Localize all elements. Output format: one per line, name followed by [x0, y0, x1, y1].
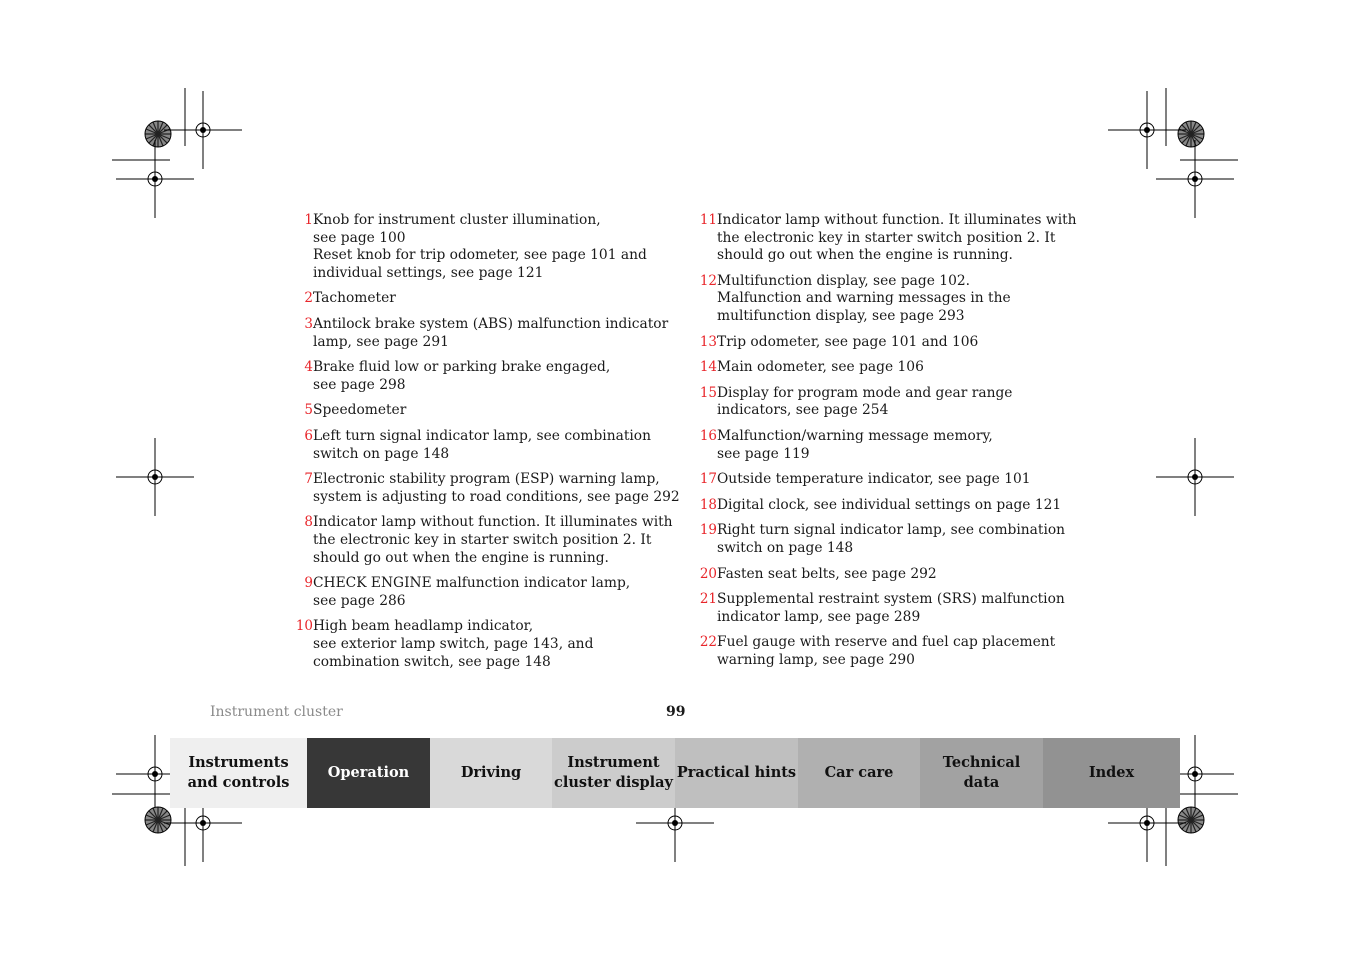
legend-item-line: Malfunction and warning messages in the	[717, 290, 1011, 307]
legend-item-line: multifunction display, see page 293	[717, 307, 965, 324]
legend-item-text	[717, 212, 1077, 265]
legend-item-line: warning lamp, see page 290	[717, 651, 915, 668]
legend-item-text	[717, 334, 1077, 352]
legend-item-text	[717, 273, 1077, 326]
legend-item-text	[313, 514, 673, 567]
legend-item-line: switch on page 148	[313, 445, 450, 462]
legend-item-line: Trip odometer, see page 101 and 106	[717, 333, 979, 350]
legend-item-10	[286, 618, 666, 671]
section-title: Instrument cluster	[210, 704, 343, 720]
legend-item-text	[313, 290, 673, 308]
legend-item-13	[690, 334, 1070, 352]
legend-item-number: 15	[699, 384, 717, 401]
legend-item-20	[690, 566, 1070, 584]
legend-item-line: Indicator lamp without function. It illuminates with	[313, 514, 673, 531]
tab-practical-hints[interactable]	[675, 738, 798, 808]
legend-item-line: individual settings, see page 121	[313, 264, 544, 281]
legend-item-18	[690, 497, 1070, 515]
legend-item-7	[286, 471, 680, 506]
legend-item-15	[690, 385, 1070, 420]
tab-driving[interactable]	[430, 738, 552, 808]
legend-item-line: Right turn signal indicator lamp, see combination	[717, 522, 1066, 539]
legend-item-4	[286, 359, 666, 394]
legend-item-line: see page 286	[313, 592, 406, 609]
legend-item-line: see exterior lamp switch, page 143, and	[313, 635, 594, 652]
legend-item-number: 21	[699, 591, 717, 608]
legend-item-line: CHECK ENGINE malfunction indicator lamp,	[313, 575, 631, 592]
tab-label: Technical data	[942, 754, 1021, 791]
legend-item-text	[313, 359, 673, 394]
legend-item-3	[286, 315, 669, 351]
chapter-navigation	[170, 738, 1180, 808]
legend-item-text	[313, 402, 673, 420]
legend-item-line: Outside temperature indicator, see page 101	[717, 471, 1031, 488]
legend-item-line: Left turn signal indicator lamp, see combination	[313, 427, 651, 444]
legend-item-line: Malfunction/warning message memory,	[717, 427, 993, 444]
legend-item-line: see page 100	[313, 229, 406, 246]
legend-item-line: see page 119	[717, 445, 810, 462]
tab-operation[interactable]	[307, 738, 430, 808]
legend-item-line: Antilock brake system (ABS) malfunction indicator	[313, 315, 669, 332]
legend-item-line: system is adjusting to road conditions, see page 292	[313, 488, 680, 505]
legend-item-line: Tachometer	[313, 290, 396, 307]
legend-item-text	[717, 385, 1077, 420]
legend-item-text	[717, 359, 1077, 377]
legend-item-line: Digital clock, see individual settings on page 121	[717, 496, 1062, 513]
legend-item-line: see page 298	[313, 376, 406, 393]
legend-item-text	[313, 316, 673, 351]
legend-item-19	[690, 522, 1070, 557]
tab-label: Instruments and controls	[187, 754, 290, 791]
tab-label: Index	[1088, 764, 1135, 781]
legend-item-line: indicators, see page 254	[717, 402, 889, 419]
legend-item-text	[717, 497, 1077, 515]
legend-item-line: the electronic key in starter switch position 2. It	[717, 229, 1056, 246]
legend-item-text	[717, 591, 1077, 626]
legend-item-line: Speedometer	[313, 402, 407, 419]
legend-item-1	[286, 212, 666, 282]
legend-item-number: 16	[699, 427, 717, 444]
tab-index[interactable]	[1043, 738, 1180, 808]
legend-item-17	[690, 471, 1070, 489]
legend-item-number: 19	[699, 522, 717, 539]
legend-item-11	[690, 212, 1077, 265]
legend-item-number: 6	[304, 427, 313, 444]
legend-item-line: Knob for instrument cluster illumination,	[313, 212, 601, 228]
legend-item-line: Reset knob for trip odometer, see page 101 and	[313, 247, 647, 264]
legend-item-line: Display for program mode and gear range	[717, 384, 1013, 401]
legend-item-number: 18	[699, 496, 717, 513]
legend-item-number: 5	[304, 402, 313, 419]
legend-item-text	[717, 428, 1077, 463]
legend-item-line: High beam headlamp indicator,	[313, 618, 534, 635]
legend-item-line: should go out when the engine is running.	[717, 247, 1013, 264]
tab-car-care[interactable]	[798, 738, 920, 808]
legend-item-number: 14	[699, 359, 717, 376]
legend-column-right	[690, 212, 1077, 678]
tab-technical-data[interactable]	[920, 738, 1043, 808]
legend-item-line: Indicator lamp without function. It illuminates with	[717, 212, 1077, 228]
legend-item-22	[690, 634, 1070, 669]
tab-label: Operation	[327, 764, 410, 781]
legend-item-number: 13	[699, 333, 717, 350]
legend-item-text	[717, 566, 1077, 584]
legend-item-line: indicator lamp, see page 289	[717, 608, 921, 625]
legend-item-text	[313, 575, 673, 610]
tab-label: Instrument cluster display	[554, 754, 673, 791]
legend-item-5	[286, 402, 666, 420]
legend-item-line: Main odometer, see page 106	[717, 359, 924, 376]
legend-item-text	[717, 634, 1077, 669]
legend-item-2	[286, 290, 666, 308]
legend-item-number: 8	[304, 514, 313, 531]
tab-instrument-cluster-display[interactable]	[552, 738, 675, 808]
legend-item-number: 17	[699, 471, 717, 488]
legend-item-text	[313, 471, 680, 506]
legend-item-number: 22	[699, 634, 717, 651]
legend-item-number: 4	[304, 359, 313, 376]
tab-instruments-and-controls[interactable]	[170, 738, 307, 808]
legend-item-line: Electronic stability program (ESP) warning lamp,	[313, 471, 660, 488]
legend-item-text	[313, 212, 673, 282]
legend-item-number: 12	[699, 272, 717, 289]
legend-item-number: 10	[295, 618, 313, 635]
legend-column-left	[286, 212, 680, 679]
legend-item-number: 20	[699, 565, 717, 582]
legend-item-line: should go out when the engine is running.	[313, 549, 609, 566]
legend-item-12	[690, 273, 1070, 326]
tab-label: Practical hints	[676, 764, 797, 781]
page-number: 99	[666, 704, 686, 720]
legend-item-line: combination switch, see page 148	[313, 653, 551, 670]
legend-item-line: Multifunction display, see page 102.	[717, 272, 971, 289]
legend-item-line: Supplemental restraint system (SRS) malfunction	[717, 591, 1065, 608]
legend-item-8	[286, 514, 673, 567]
tab-label: Car care	[824, 764, 894, 781]
legend-item-text	[313, 618, 673, 671]
legend-item-line: switch on page 148	[717, 539, 854, 556]
legend-item-line: the electronic key in starter switch position 2. It	[313, 531, 652, 548]
legend-item-number: 2	[304, 290, 313, 307]
legend-item-line: lamp, see page 291	[313, 333, 449, 350]
legend-item-14	[690, 359, 1070, 377]
legend-item-6	[286, 428, 666, 463]
legend-item-line: Fuel gauge with reserve and fuel cap placement	[717, 634, 1056, 651]
legend-item-line: Fasten seat belts, see page 292	[717, 565, 937, 582]
legend-item-number: 11	[699, 212, 717, 228]
legend-item-number: 7	[304, 471, 313, 488]
legend-item-line: Brake fluid low or parking brake engaged,	[313, 359, 611, 376]
legend-item-number: 3	[304, 315, 313, 332]
tab-label: Driving	[460, 764, 522, 781]
legend-item-text	[717, 522, 1077, 557]
legend-item-text	[313, 428, 673, 463]
legend-item-number: 9	[304, 575, 313, 592]
legend-item-21	[690, 591, 1070, 626]
legend-item-text	[717, 471, 1077, 489]
legend-item-9	[286, 575, 666, 610]
legend-item-16	[690, 428, 1070, 463]
legend-item-number: 1	[304, 212, 313, 228]
